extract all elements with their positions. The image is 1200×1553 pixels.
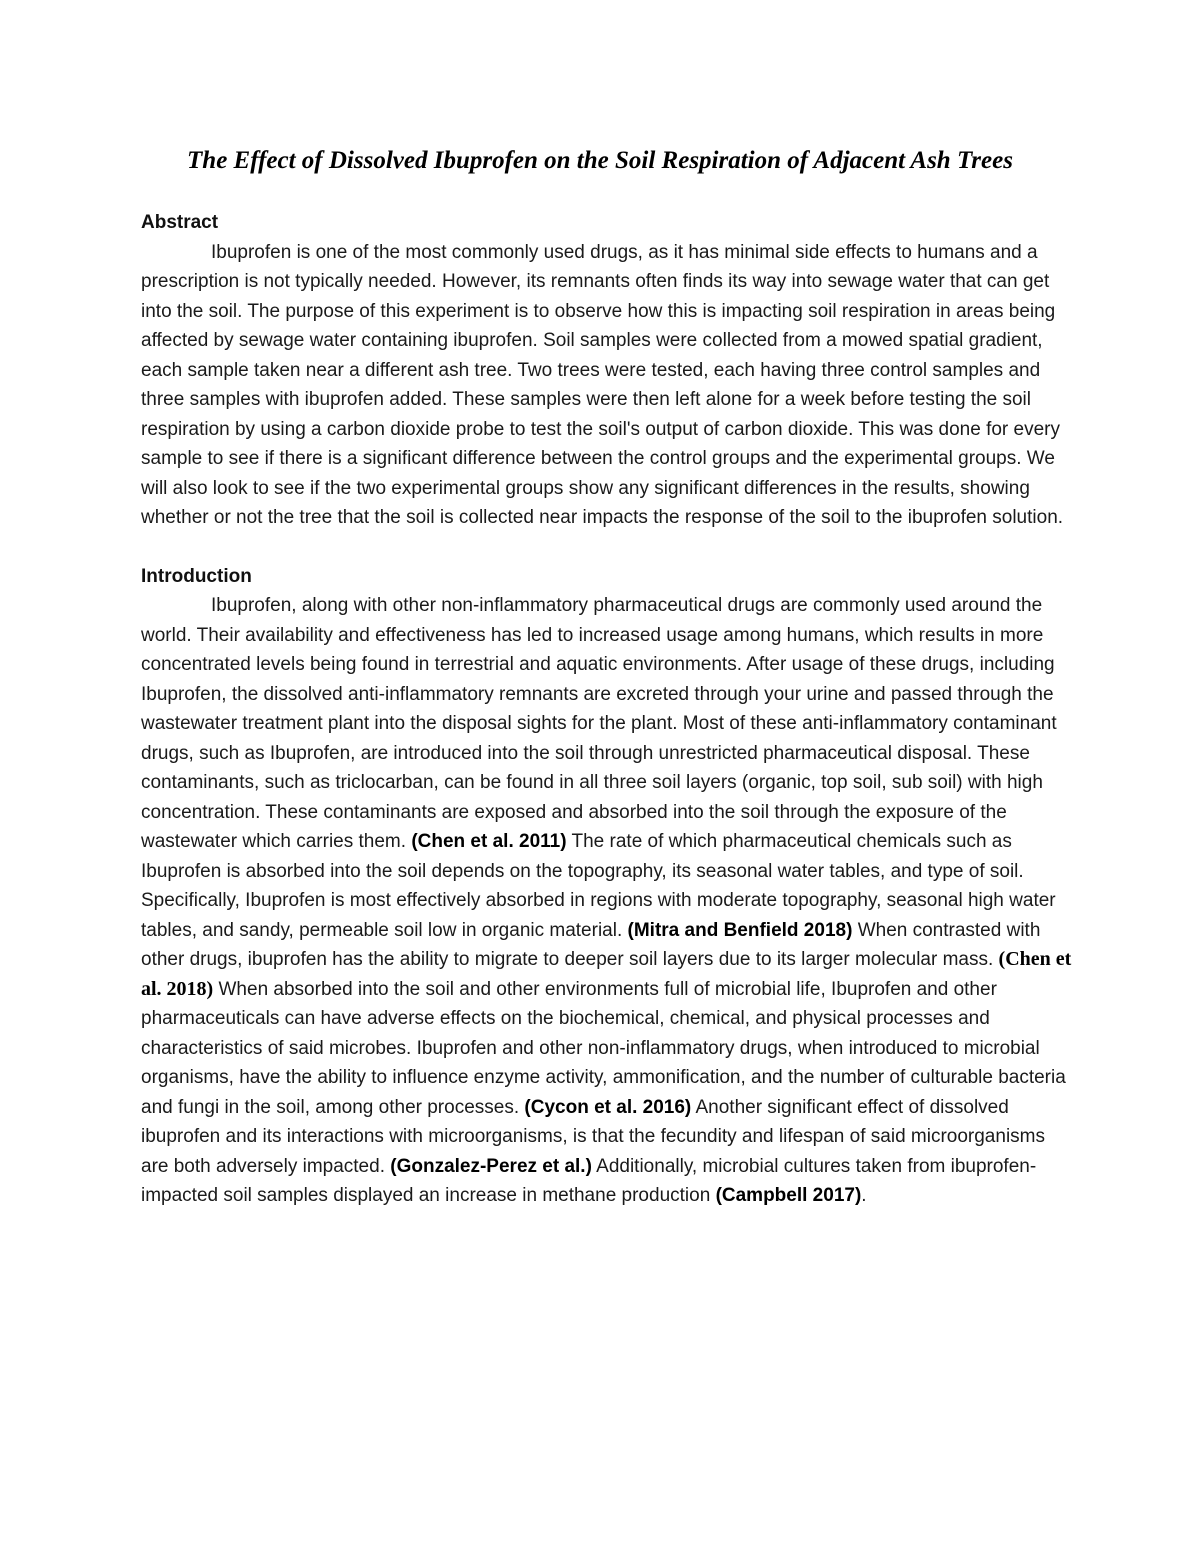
abstract-section: [141, 208, 1076, 533]
introduction-section: [141, 562, 1076, 1211]
citation-campbell-2017: (Campbell 2017): [715, 1185, 862, 1206]
intro-text-2: The rate of which pharmaceutical chemicals such as Ibuprofen is absorbed into the soil depends on the topography, its seasonal water tables, and type of soil. Specifically, Ibuprofen is most effectively absorbed in regions with moderate topography, seasonal high water tables, and sandy, permeable soil low in organic material.: [141, 831, 1056, 941]
intro-text-3: When contrasted with other drugs, ibuprofen has the ability to migrate to deeper soil layers due to its larger molecular mass.: [141, 919, 1041, 970]
citation-chen-2018: (Chen et al. 2018): [141, 948, 1072, 1000]
intro-text-7: .: [861, 1185, 867, 1206]
intro-text-4: When absorbed into the soil and other environments full of microbial life, Ibuprofen and other pharmaceuticals can have adverse effects on the biochemical, chemical, and physical processes and characteristics of said microbes. Ibuprofen and other non-inflammatory drugs, when introduced to microbial organisms, have the ability to influence enzyme activity, ammonification, and the number of culturable bacteria and fungi in the soil, among other processes.: [141, 978, 1066, 1118]
intro-text-5: Another significant effect of dissolved ibuprofen and its interactions with microorganisms, is that the fecundity and lifespan of said microorganisms are both adversely impacted.: [141, 1096, 1045, 1177]
paper-body: [141, 208, 1076, 1211]
citation-mitra-benfield-2018: (Mitra and Benfield 2018): [627, 919, 853, 941]
paper-title: The Effect of Dissolved Ibuprofen on the Soil Respiration of Adjacent Ash Trees: [187, 147, 1013, 174]
section-spacer: [141, 533, 1076, 562]
abstract-heading: Abstract: [141, 212, 219, 233]
intro-text-1: Ibuprofen, along with other non-inflammatory pharmaceutical drugs are commonly used around the world. Their availability and effectiveness has led to increased usage among humans, which results in more concentrated levels being found in terrestrial and aquatic environments. After usage of these drugs, including Ibuprofen, the dissolved anti-inflammatory remnants are excreted through your urine and passed through the wastewater treatment plant into the disposal sights for the plant. Most of these anti-inflammatory contaminant drugs, such as Ibuprofen, are introduced into the soil through unrestricted pharmaceutical disposal. These contaminants, such as triclocarban, can be found in all three soil layers (organic, top soil, sub soil) with high concentration. These contaminants are exposed and absorbed into the soil through the exposure of the wastewater which carries them.: [141, 595, 1057, 852]
abstract-paragraph: Ibuprofen is one of the most commonly used drugs, as it has minimal side effects to humans and a prescription is not typically needed. However, its remnants often finds its way into sewage water that can get into the soil. The purpose of this experiment is to observe how this is impacting soil respiration in areas being affected by sewage water containing ibuprofen. Soil samples were collected from a mowed spatial gradient, each sample taken near a different ash tree. Two trees were tested, each having three control samples and three samples with ibuprofen added. These samples were then left alone for a week before testing the soil respiration by using a carbon dioxide probe to test the soil's output of carbon dioxide. This was done for every sample to see if there is a significant difference between the control groups and the experimental groups. We will also look to see if the two experimental groups show any significant differences in the results, showing whether or not the tree that the soil is collected near impacts the response of the soil to the ibuprofen solution.: [141, 241, 1064, 528]
citation-cycon-2016: (Cycon et al. 2016): [524, 1096, 692, 1118]
citation-gonzalez-perez: (Gonzalez-Perez et al.): [390, 1155, 592, 1177]
intro-text-6: Additionally, microbial cultures taken from ibuprofen-impacted soil samples displayed an increase in methane production: [141, 1155, 1037, 1206]
introduction-heading: Introduction: [141, 565, 252, 587]
citation-chen-2011: (Chen et al. 2011): [411, 831, 567, 852]
introduction-paragraph: [141, 591, 1076, 1211]
